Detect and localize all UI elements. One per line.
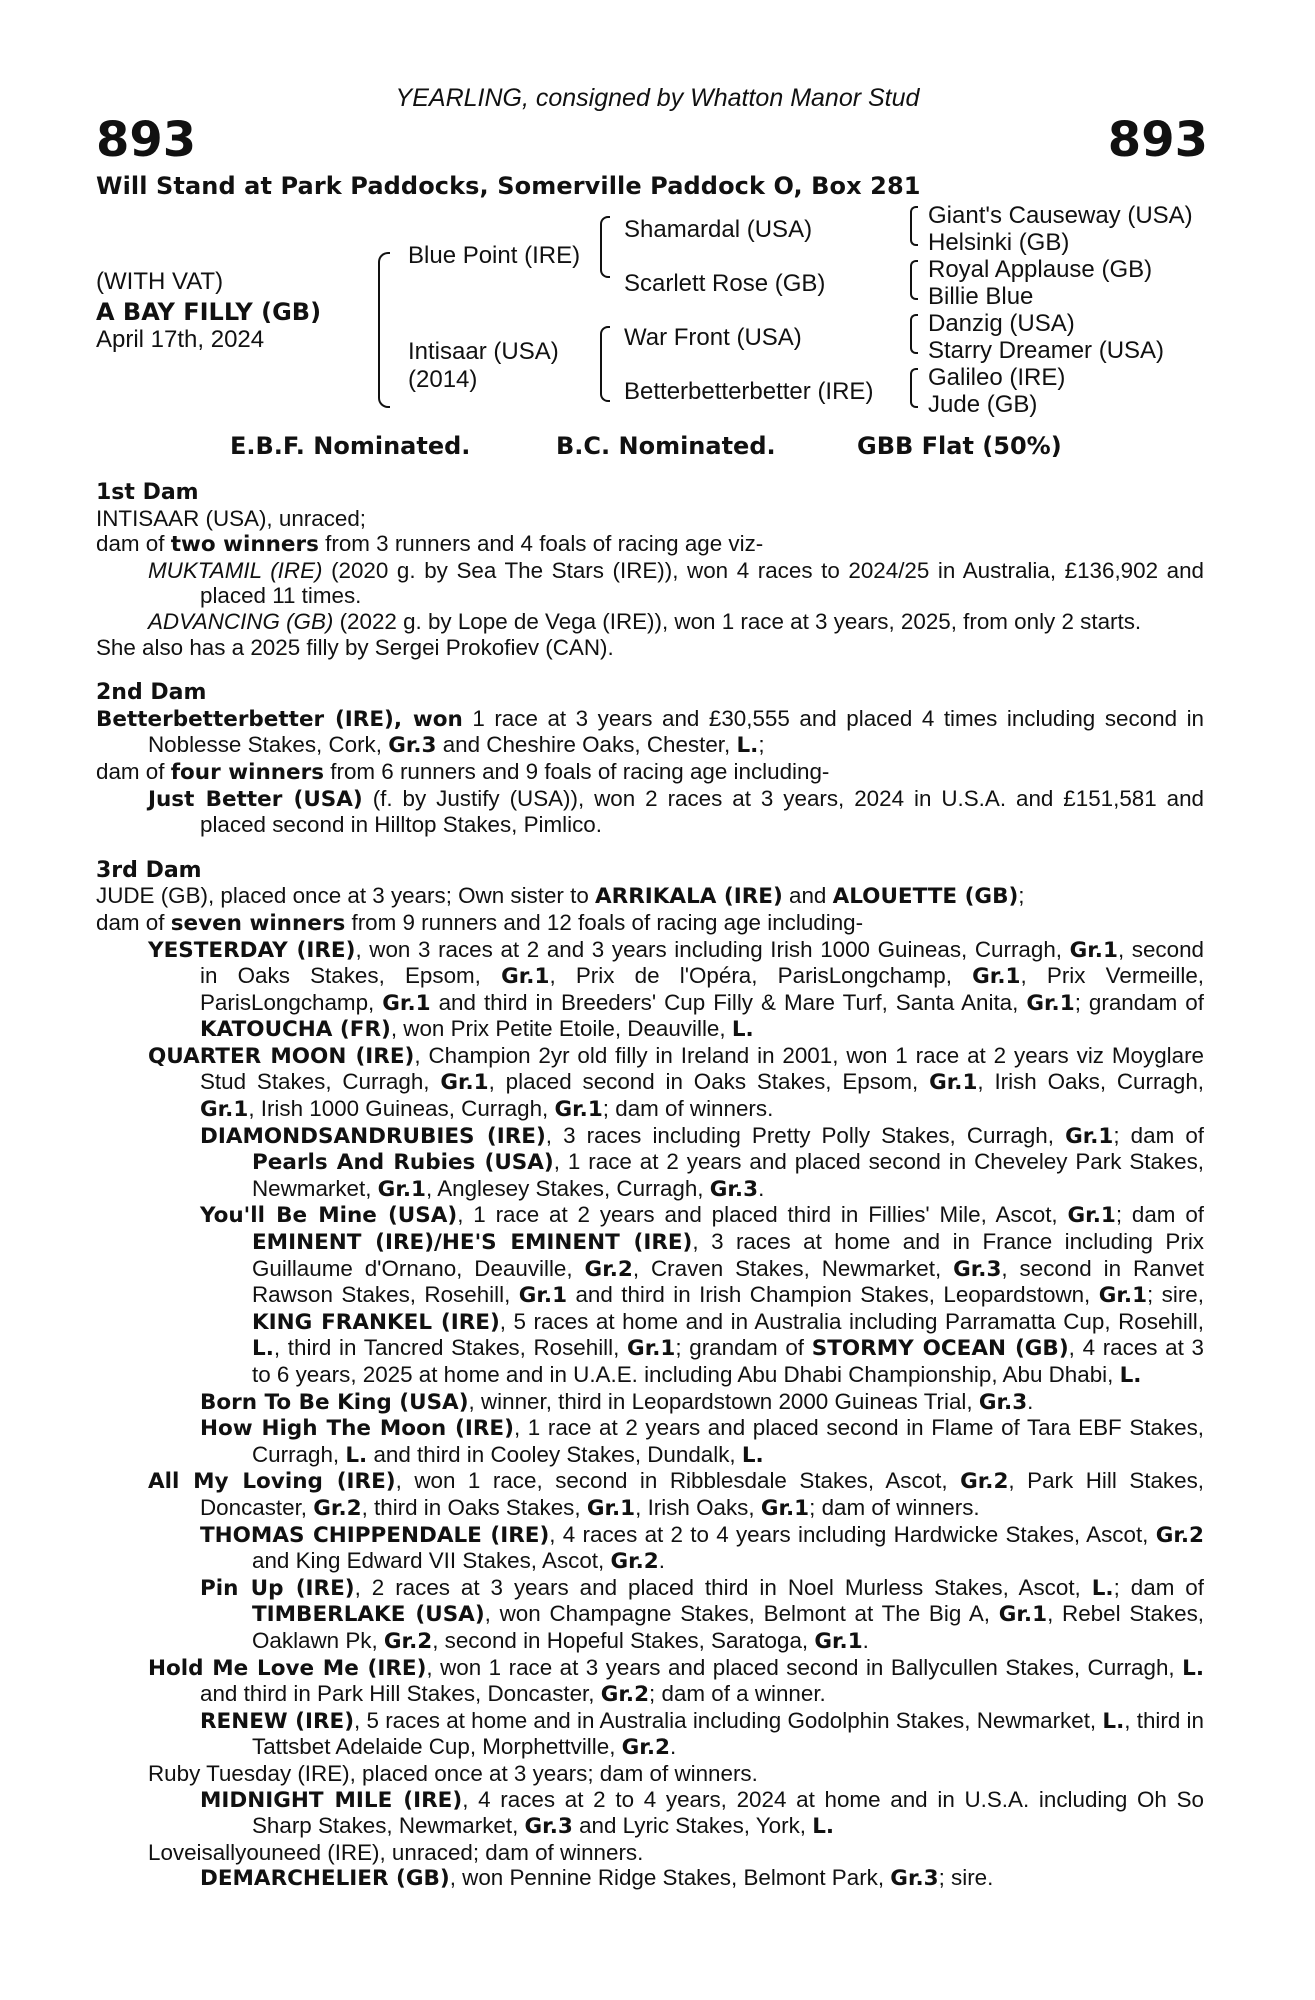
grade: Gr.2: [1155, 1522, 1204, 1548]
grade: Gr.1: [586, 1495, 636, 1521]
gbb-flat: GBB Flat (50%): [857, 432, 1062, 460]
grade: L.: [812, 1814, 835, 1840]
text: .: [758, 1175, 765, 1201]
text: ; sire.: [938, 1865, 994, 1891]
foaling-date: April 17th, 2024: [96, 326, 265, 353]
grade: Gr.1: [929, 1070, 978, 1096]
text: , Champion 2yr old filly in Ireland in 2001, won 1 race at 2 years viz Moyglare Stud Stakes, Curragh,: [200, 1042, 1204, 1095]
sd-sire: Royal Applause (GB): [928, 256, 1153, 283]
produce-how-high-the-moon: [96, 1415, 1204, 1468]
dd-dam: Jude (GB): [928, 391, 1038, 418]
lot-number-left: 893: [96, 112, 197, 168]
horse-name: Betterbetterbetter (IRE), won: [96, 706, 463, 732]
text: , Irish 1000 Guineas, Curragh,: [248, 1096, 555, 1122]
pedigree-brace: [378, 252, 390, 408]
text: , won Pennine Ridge Stakes, Belmont Park,: [449, 1865, 891, 1891]
text: , Prix Vermeille, ParisLongchamp,: [200, 963, 1204, 1015]
horse-name: DEMARCHELIER (GB): [200, 1866, 450, 1892]
sire-name: Blue Point (IRE): [408, 242, 581, 269]
text: , 2 races at 3 years and placed third in Noel Murless Stakes, Ascot,: [354, 1574, 1092, 1600]
horse-name: ADVANCING (GB): [148, 608, 334, 634]
text: , Rebel Stakes, Oaklawn Pk,: [252, 1601, 1204, 1653]
text: ; dam of: [1115, 1202, 1204, 1228]
horse-name: QUARTER MOON (IRE): [148, 1043, 415, 1069]
text: , second in Hopeful Stakes, Saratoga,: [432, 1627, 815, 1653]
third-dam-produce: [96, 910, 1204, 937]
grade: Gr.2: [960, 1469, 1009, 1495]
text: , third in Tattsbet Adelaide Cup, Morphettville,: [252, 1707, 1204, 1760]
text: , Prix de l'Opéra, ParisLongchamp,: [549, 963, 973, 989]
ds-sire: Danzig (USA): [928, 310, 1075, 337]
pedigree-brace: [600, 216, 610, 278]
grade: Gr.1: [501, 964, 550, 990]
winners-count: two winners: [170, 532, 319, 558]
ss-dam: Helsinki (GB): [928, 229, 1070, 256]
pedigree-brace: [600, 326, 610, 402]
text: dam of: [96, 909, 171, 935]
grade: Gr.1: [627, 1336, 676, 1362]
text: from 9 runners and 12 foals of racing age including-: [345, 909, 864, 935]
grade: L.: [1102, 1708, 1125, 1734]
text: and King Edward VII Stakes, Ascot,: [252, 1548, 611, 1574]
text: , third in Tancred Stakes, Rosehill,: [273, 1335, 628, 1361]
text: , winner, third in Leopardstown 2000 Guineas Trial,: [468, 1388, 979, 1414]
grade: Gr.2: [313, 1495, 362, 1521]
grade: L.: [1119, 1363, 1142, 1388]
dam-dam: Betterbetterbetter (IRE): [624, 378, 874, 405]
third-dam-heading: 3rd Dam: [96, 857, 202, 883]
text: ; dam of winners.: [602, 1096, 774, 1122]
horse-name: STORMY OCEAN (GB): [811, 1336, 1069, 1362]
winners-count: seven winners: [170, 910, 346, 936]
text: , 4 races at 3 to 6 years, 2025 at home and in U.A.E. including Abu Dhabi Championship, Abu Dhabi,: [252, 1335, 1204, 1387]
horse-name: EMINENT (IRE)/HE'S EMINENT (IRE): [252, 1230, 693, 1256]
horse-name: ALOUETTE (GB): [832, 884, 1019, 910]
text: and third in Breeders' Cup Filly & Mare Turf, Santa Anita,: [430, 989, 1027, 1015]
horse-name: How High The Moon (IRE): [200, 1416, 514, 1442]
horse-name: TIMBERLAKE (USA): [252, 1602, 485, 1628]
text: ; dam of: [1113, 1122, 1204, 1148]
text: dam of: [96, 758, 171, 784]
produce-muktamil: [96, 558, 1204, 609]
text: and third in Park Hill Stakes, Doncaster,: [200, 1681, 601, 1707]
sire-sire: Shamardal (USA): [624, 216, 813, 243]
text: (f. by Justify (USA)), won 2 races at 3 years, 2024 in U.S.A. and £151,581 and placed second in Hilltop Stakes, Pimlico.: [200, 785, 1205, 838]
dam-sire: War Front (USA): [624, 324, 802, 351]
produce-quarter-moon: [96, 1043, 1204, 1123]
dam-year: (2014): [408, 366, 478, 393]
lot-number-right: 893: [1107, 112, 1208, 168]
text: ; dam of a winner.: [649, 1681, 826, 1707]
text: .: [862, 1627, 869, 1653]
text: JUDE (GB), placed once at 3 years; Own sister to: [96, 883, 596, 909]
produce-ruby-tuesday: Ruby Tuesday (IRE), placed once at 3 years; dam of winners.: [148, 1760, 758, 1786]
text: ; dam of winners.: [809, 1494, 980, 1520]
text: , 5 races at home and in Australia including Parramatta Cup, Rosehill,: [499, 1308, 1204, 1334]
dam-name: Intisaar (USA): [408, 338, 559, 365]
grade: Gr.1: [440, 1070, 489, 1096]
text: , third in Oaks Stakes,: [361, 1494, 587, 1520]
grade: L.: [1091, 1575, 1114, 1601]
produce-diamondsandrubies: [96, 1123, 1204, 1203]
grade: Gr.2: [383, 1628, 433, 1654]
pedigree-brace: [910, 314, 918, 354]
text: , 5 races at home and in Australia including Godolphin Stakes, Newmarket,: [354, 1707, 1103, 1733]
ebf-nomination: E.B.F. Nominated.: [230, 432, 471, 460]
text: , second in Ranvet Rawson Stakes, Rosehill,: [252, 1255, 1204, 1308]
text: and Lyric Stakes, York,: [572, 1813, 813, 1839]
first-dam-heading: 1st Dam: [96, 480, 199, 505]
text: and Cheshire Oaks, Chester,: [436, 732, 737, 758]
text: (2020 g. by Sea The Stars (IRE)), won 4 races to 2024/25 in Australia, £136,902 and placed 11 times.: [200, 557, 1204, 609]
text: , 1 race at 2 years and placed third in Fillies' Mile, Ascot,: [457, 1202, 1068, 1228]
text: , placed second in Oaks Stakes, Epsom,: [488, 1069, 930, 1095]
text: and third in Cooley Stakes, Dundalk,: [367, 1441, 742, 1467]
text: , 1 race at 2 years and placed second in Cheveley Park Stakes, Newmarket,: [252, 1149, 1204, 1201]
grade: L.: [736, 733, 759, 759]
grade: Gr.1: [814, 1628, 863, 1654]
text: .: [1027, 1388, 1034, 1414]
grade: L.: [1182, 1655, 1204, 1681]
grade: Gr.3: [709, 1176, 759, 1202]
ss-sire: Giant's Causeway (USA): [928, 202, 1193, 229]
text: from 3 runners and 4 foals of racing age viz-: [318, 531, 764, 557]
horse-name: Pin Up (IRE): [200, 1575, 355, 1601]
produce-yesterday: [96, 937, 1204, 1043]
grade: Gr.1: [1098, 1283, 1148, 1309]
horse-name: Just Better (USA): [148, 786, 363, 812]
horse-name: A BAY FILLY (GB): [96, 298, 322, 326]
produce-thomas-chippendale: [96, 1522, 1204, 1575]
sire-dam: Scarlett Rose (GB): [624, 270, 826, 297]
grade: L.: [252, 1336, 274, 1362]
text: , won Prix Petite Etoile, Deauville,: [390, 1016, 732, 1042]
grade: Gr.1: [1069, 937, 1118, 963]
text: (2022 g. by Lope de Vega (IRE)), won 1 race at 3 years, 2025, from only 2 starts.: [333, 608, 1142, 634]
lot-subtitle: YEARLING, consigned by Whatton Manor Stud: [395, 84, 920, 112]
grade: Gr.1: [1065, 1123, 1114, 1149]
sd-dam: Billie Blue: [928, 283, 1034, 310]
horse-name: All My Loving (IRE): [148, 1469, 396, 1495]
text: .: [669, 1734, 677, 1760]
second-dam-heading: 2nd Dam: [96, 680, 207, 706]
text: ;: [758, 732, 765, 758]
text: and third in Irish Champion Stakes, Leopardstown,: [567, 1282, 1099, 1308]
grade: Gr.3: [524, 1814, 573, 1840]
text: from 6 runners and 9 foals of racing age including-: [324, 758, 830, 784]
text: , Park Hill Stakes, Doncaster,: [200, 1468, 1204, 1520]
produce-advancing: [96, 609, 1204, 635]
horse-name: Born To Be King (USA): [200, 1389, 469, 1415]
text: , won Champagne Stakes, Belmont at The Big A,: [484, 1601, 999, 1627]
horse-name: MIDNIGHT MILE (IRE): [200, 1787, 463, 1813]
text: .: [658, 1548, 665, 1574]
grade: Gr.1: [382, 990, 431, 1016]
grade: Gr.1: [554, 1097, 603, 1123]
horse-name: ARRIKALA (IRE): [595, 884, 783, 910]
horse-name: MUKTAMIL (IRE): [148, 557, 323, 583]
grade: Gr.1: [1026, 990, 1075, 1016]
text: ; grandam of: [1074, 989, 1204, 1015]
text: , second in Oaks Stakes, Epsom,: [200, 936, 1204, 989]
grade: Gr.1: [998, 1602, 1048, 1628]
winners-count: four winners: [170, 759, 325, 785]
text: , 3 races at home and in France including Prix Guillaume d'Ornano, Deauville,: [252, 1229, 1204, 1281]
grade: Gr.3: [953, 1256, 1002, 1282]
first-dam-line: INTISAAR (USA), unraced;: [96, 505, 367, 531]
third-dam-line: [96, 883, 1204, 910]
text: , Anglesey Stakes, Curragh,: [425, 1175, 710, 1201]
grade: Gr.2: [621, 1735, 670, 1761]
grade: Gr.1: [518, 1283, 568, 1309]
stand-location: Will Stand at Park Paddocks, Somerville Paddock O, Box 281: [96, 172, 921, 200]
produce-renew: [96, 1708, 1204, 1761]
produce-youll-be-mine: [96, 1202, 1204, 1388]
produce-pin-up: [96, 1575, 1204, 1655]
horse-name: You'll Be Mine (USA): [200, 1203, 458, 1229]
also-note: She also has a 2025 filly by Sergei Prokofiev (CAN).: [96, 634, 614, 660]
text: , 3 races including Pretty Polly Stakes, Curragh,: [545, 1122, 1066, 1148]
pedigree-brace: [910, 206, 918, 246]
grade: Gr.1: [760, 1495, 810, 1521]
horse-name: RENEW (IRE): [200, 1708, 355, 1734]
grade: Gr.3: [978, 1389, 1028, 1415]
text: , 4 races at 2 to 4 years including Hardwicke Stakes, Ascot,: [549, 1521, 1156, 1547]
produce-demarchelier: [96, 1865, 1204, 1892]
text: , 1 race at 2 years and placed second in Flame of Tara EBF Stakes, Curragh,: [252, 1415, 1204, 1467]
vat-note: (WITH VAT): [96, 268, 224, 295]
horse-name: THOMAS CHIPPENDALE (IRE): [200, 1522, 550, 1548]
grade: Gr.3: [890, 1866, 939, 1892]
produce-loveisallyouneed: Loveisallyouneed (IRE), unraced; dam of winners.: [148, 1839, 644, 1865]
grade: Gr.1: [377, 1176, 426, 1202]
grade: L.: [741, 1442, 764, 1468]
text: ; grandam of: [675, 1335, 812, 1361]
first-dam-produce: [96, 531, 1204, 558]
produce-midnight-mile: [96, 1787, 1204, 1840]
grade: Gr.1: [972, 964, 1021, 990]
horse-name: Pearls And Rubies (USA): [252, 1150, 554, 1176]
grade: Gr.2: [610, 1549, 659, 1575]
text: dam of: [96, 531, 171, 557]
text: , won 1 race at 3 years and placed second in Ballycullen Stakes, Curragh,: [426, 1654, 1183, 1680]
text: 1 race at 3 years and £30,555 and placed 4 times including second in Noblesse Stakes, Cork,: [148, 705, 1204, 758]
text: , Craven Stakes, Newmarket,: [632, 1255, 954, 1281]
text: ;: [1018, 883, 1025, 909]
pedigree-brace: [910, 368, 918, 408]
grade: L.: [345, 1442, 368, 1468]
grade: Gr.2: [600, 1682, 650, 1708]
produce-hold-me-love-me: [96, 1655, 1204, 1708]
text: , Irish Oaks, Curragh,: [977, 1069, 1204, 1095]
produce-just-better: [96, 786, 1204, 838]
grade: Gr.2: [584, 1256, 633, 1282]
horse-name: Hold Me Love Me (IRE): [148, 1655, 427, 1681]
text: , 4 races at 2 to 4 years, 2024 at home and in U.S.A. including Oh So Sharp Stakes, Newmarket,: [252, 1786, 1204, 1839]
dd-sire: Galileo (IRE): [928, 364, 1066, 391]
catalogue-body: [96, 480, 1204, 1892]
grade: Gr.3: [388, 733, 437, 759]
grade: Gr.1: [1067, 1203, 1116, 1229]
ds-dam: Starry Dreamer (USA): [928, 337, 1165, 364]
text: , Irish Oaks,: [635, 1494, 761, 1520]
second-dam-produce: [96, 759, 1204, 786]
horse-name: YESTERDAY (IRE): [148, 937, 356, 963]
horse-name: DIAMONDSANDRUBIES (IRE): [200, 1123, 546, 1149]
text: , won 1 race, second in Ribblesdale Stakes, Ascot,: [395, 1468, 961, 1494]
second-dam-record: [96, 706, 1204, 759]
produce-born-to-be-king: [96, 1389, 1204, 1416]
produce-all-my-loving: [96, 1468, 1204, 1521]
horse-name: KING FRANKEL (IRE): [252, 1309, 500, 1335]
text: , won 3 races at 2 and 3 years including Irish 1000 Guineas, Curragh,: [355, 936, 1070, 962]
bc-nomination: B.C. Nominated.: [556, 432, 776, 460]
text: ; dam of: [1113, 1574, 1204, 1600]
grade: Gr.1: [200, 1097, 249, 1123]
text: ; sire,: [1147, 1282, 1204, 1308]
horse-name: KATOUCHA (FR): [200, 1017, 391, 1043]
pedigree-brace: [910, 260, 918, 300]
grade: L.: [731, 1017, 754, 1043]
text: and: [782, 883, 833, 909]
